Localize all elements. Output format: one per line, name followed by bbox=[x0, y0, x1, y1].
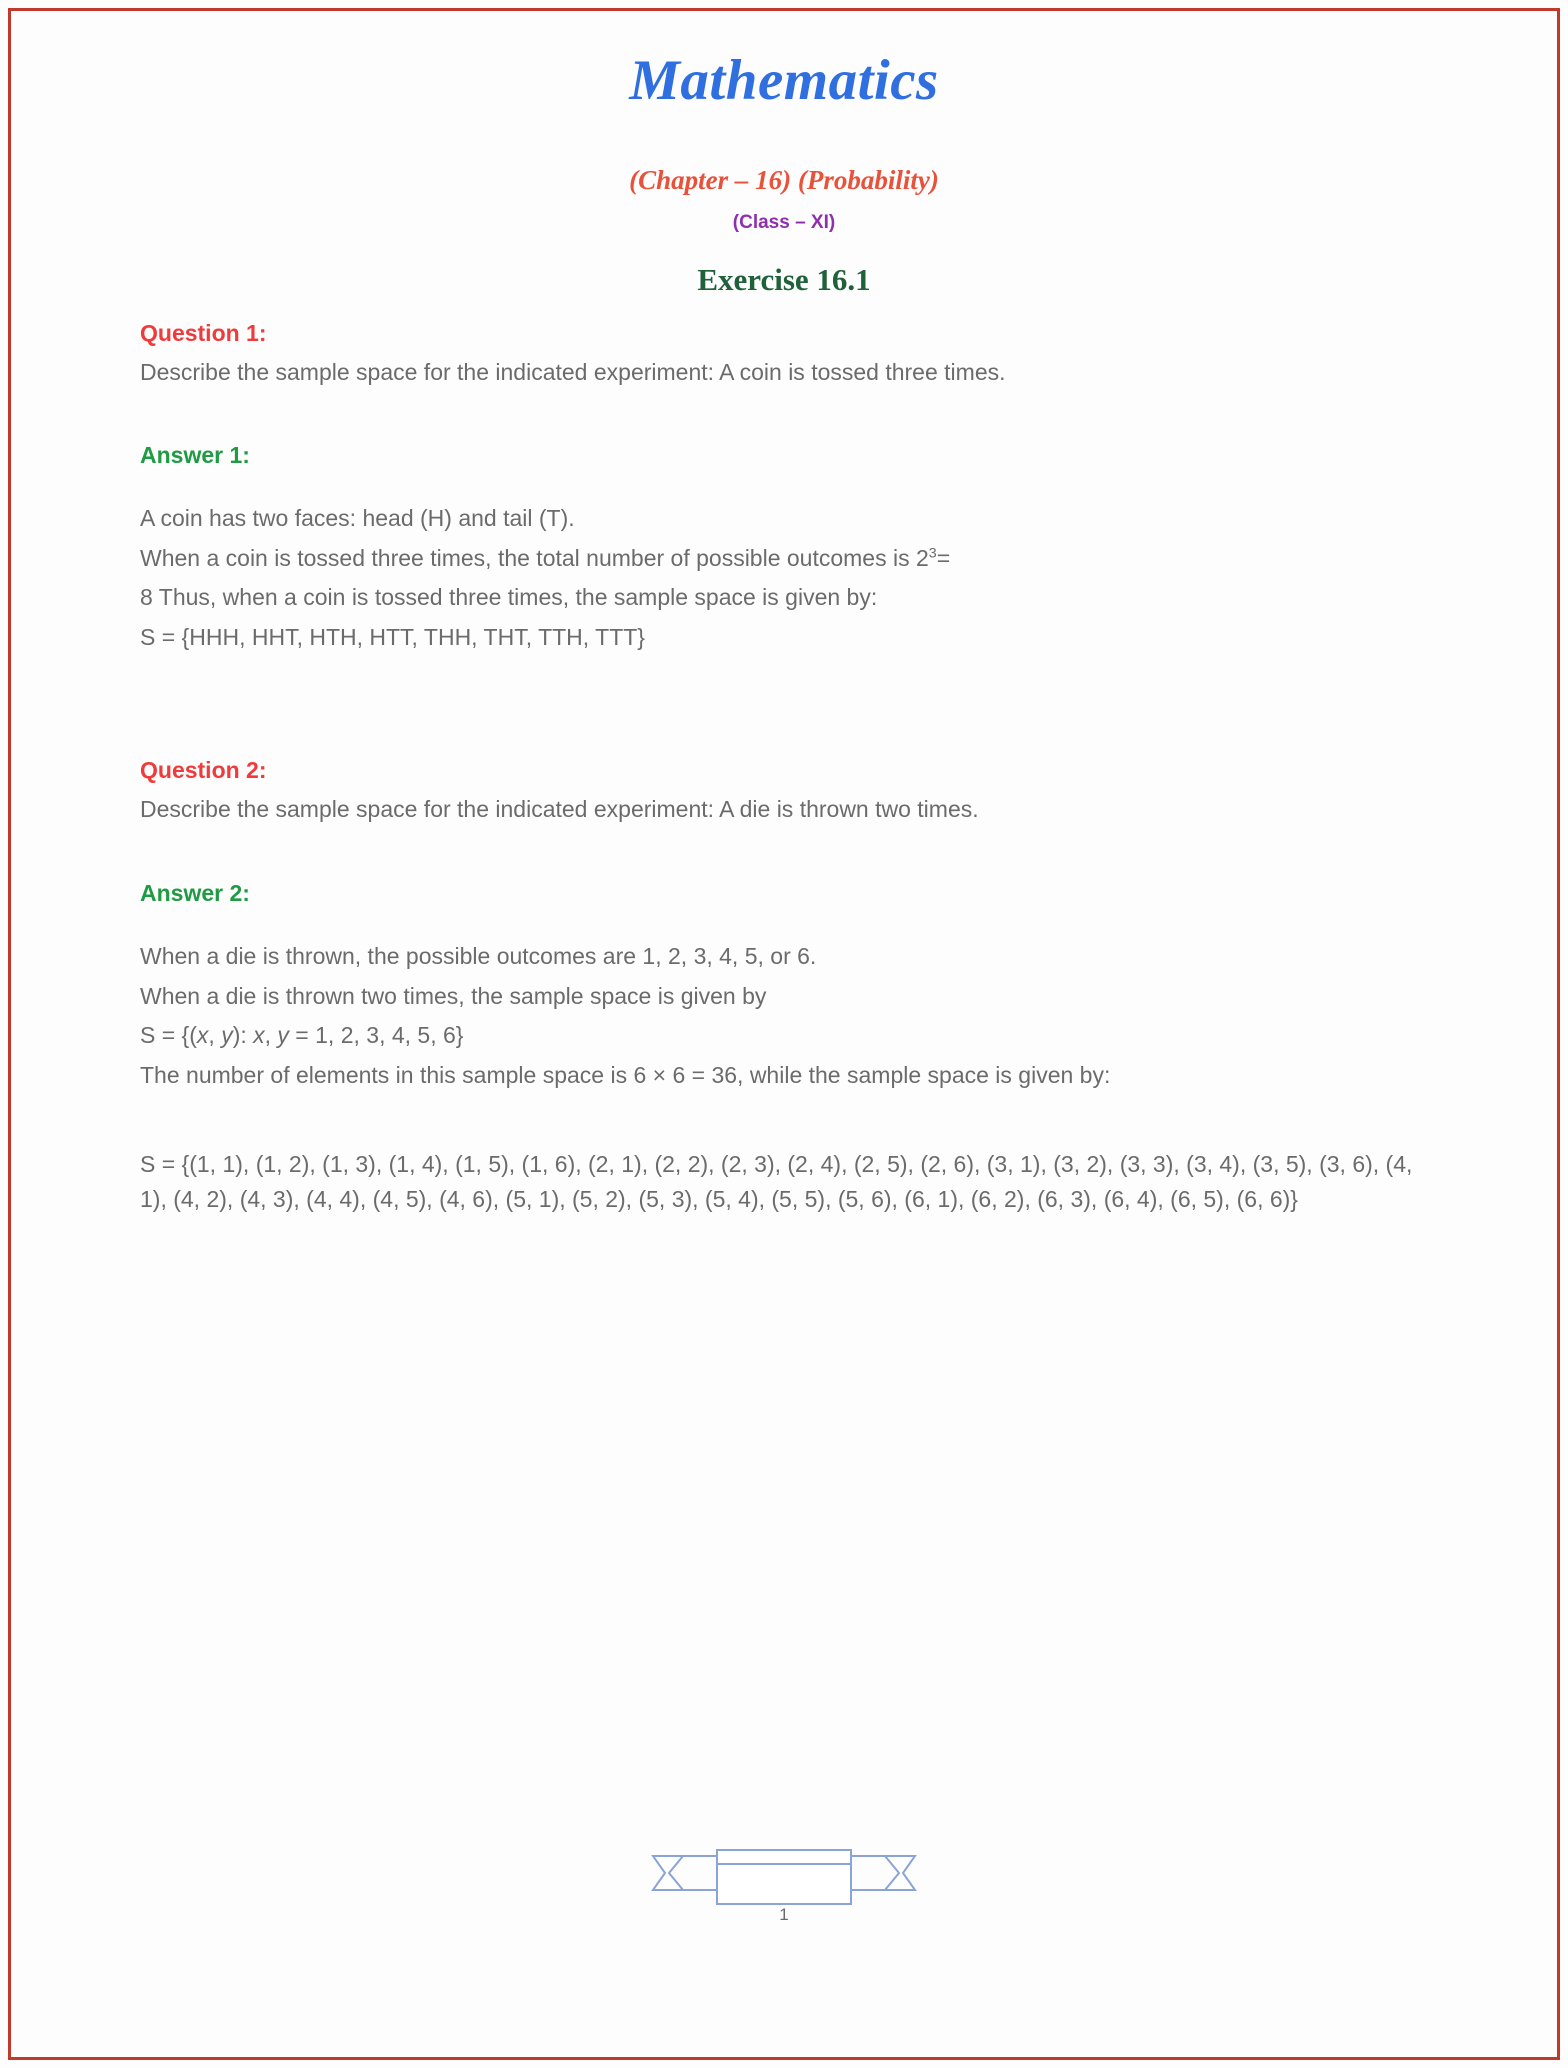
question-1-label: Question 1: bbox=[140, 319, 267, 346]
page-number-value: 1 bbox=[779, 1905, 789, 1924]
spacer bbox=[140, 907, 1428, 931]
exercise-heading: Exercise 16.1 bbox=[697, 261, 871, 297]
class-subtitle: (Class – XI) bbox=[732, 211, 836, 233]
answer-1-line-2: When a coin is tossed three times, the total number of possible outcomes is $2^3=$ bbox=[140, 544, 951, 571]
answer-2-line-3: S = {(x, y): x, y = 1, 2, 3, 4, 5, 6} bbox=[140, 1022, 464, 1049]
chapter-subtitle: (Chapter – 16) (Probability) bbox=[629, 164, 939, 195]
question-2-label: Question 2: bbox=[140, 757, 267, 784]
answer-1-label: Answer 1: bbox=[140, 442, 250, 469]
spacer bbox=[140, 657, 1428, 735]
answer-2-label: Answer 2: bbox=[140, 879, 250, 906]
page-number bbox=[0, 1905, 1568, 1925]
question-2-text: Describe the sample space for the indicated experiment: A die is thrown two times. bbox=[140, 796, 979, 823]
page-title: Mathematics bbox=[629, 49, 939, 112]
spacer bbox=[140, 1095, 1428, 1141]
answer-1-line-1: A coin has two faces: head (H) and tail (T). bbox=[140, 505, 575, 532]
spacer bbox=[140, 392, 1428, 442]
spacer bbox=[140, 830, 1428, 880]
answer-2-line-2: When a die is thrown two times, the sample space is given by bbox=[140, 982, 767, 1009]
answer-2-line-1: When a die is thrown, the possible outcomes are 1, 2, 3, 4, 5, or 6. bbox=[140, 942, 817, 969]
answer-2-sample-space: S = {(1, 1), (1, 2), (1, 3), (1, 4), (1, 5), (1, 6), (2, 1), (2, 2), (2, 3), (2, 4), (2, 5), (2, 6), (3, 1), (3, 2), (3, 3), (3, 4), (3, 5), (3, 6), (4, 1), (4, 2), (4, 3), (4, 4), (4, 5), (4, 6), (5, 1), (5, 2), (5, 3), (5, 4), (5, 5), (5, 6), (6, 1), (6, 2), (6, 3), (6, 4), (6, 5), (6, 6)} bbox=[140, 1151, 1413, 1212]
question-1-text: Describe the sample space for the indicated experiment: A coin is tossed three times. bbox=[140, 358, 1006, 385]
answer-2-line-4: The number of elements in this sample space is 6 × 6 = 36, while the sample space is given by: bbox=[140, 1061, 1111, 1088]
spacer bbox=[140, 469, 1428, 493]
answer-1-line-3: 8 Thus, when a coin is tossed three times, the sample space is given by: bbox=[140, 584, 878, 611]
answer-1-line-4: S = {HHH, HHT, HTH, HTT, THH, THT, TTH, TTT} bbox=[140, 623, 645, 650]
page-content bbox=[10, 10, 1558, 2058]
